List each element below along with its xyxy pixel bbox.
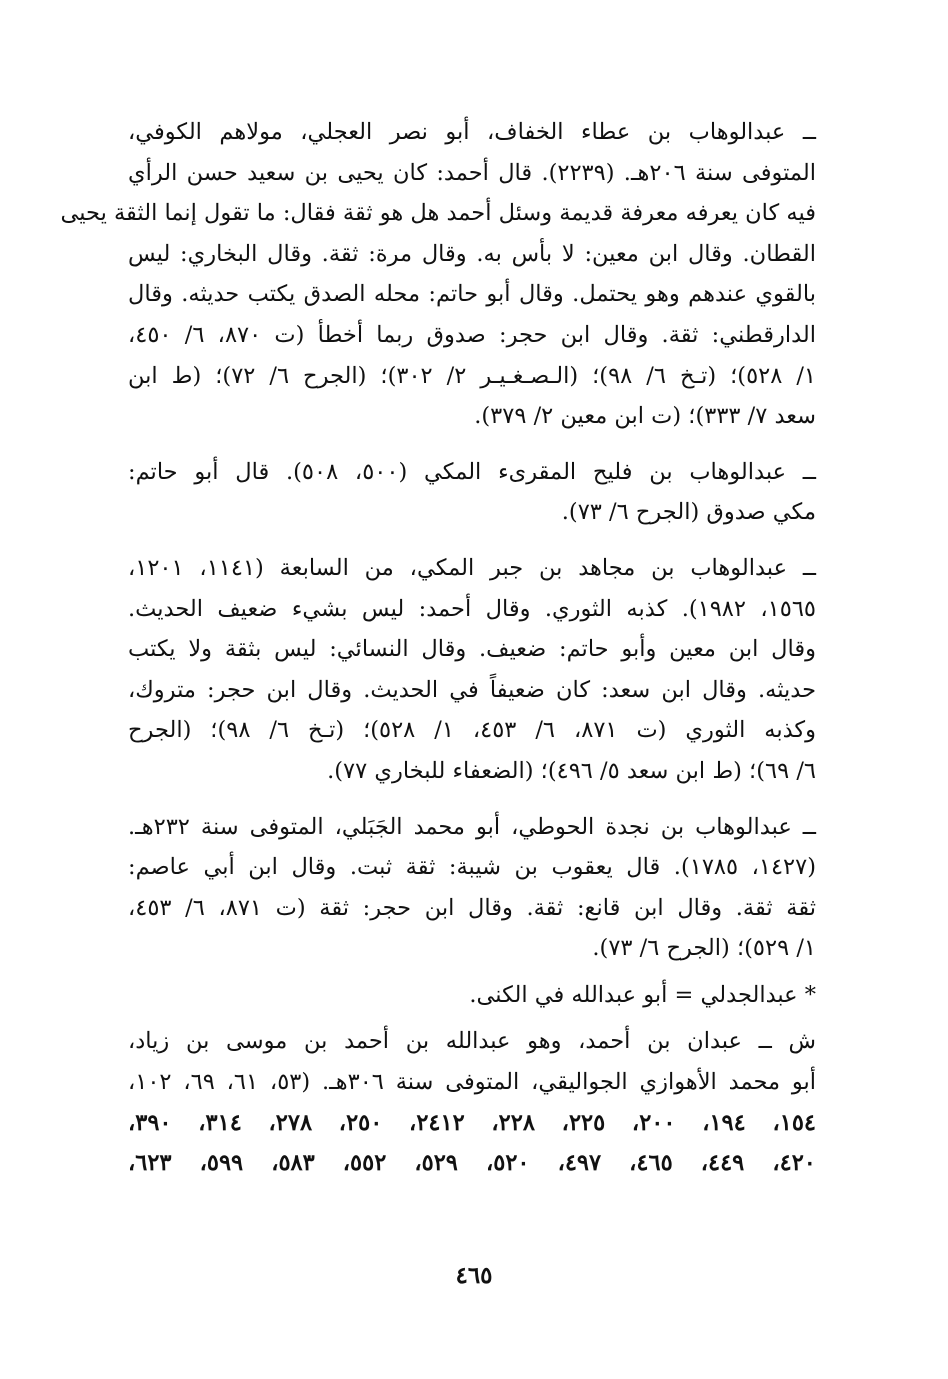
text-line: ــ عبدالوهاب بن عطاء الخفاف، أبو نصر العجلي، مولاهم الكوفي، bbox=[128, 119, 816, 145]
text-line: ٦/ ٦٩)؛ (ط ابن سعد ٥/ ٤٩٦)؛ (الضعفاء للبخاري ٧٧). bbox=[327, 757, 816, 784]
text-line: ثقة ثقة. وقال ابن قانع: ثقة. وقال ابن حجر: ثقة (ت ٨٧١، ٦/ ٤٥٣، bbox=[128, 894, 816, 921]
entry-abdulwahhab-ibn-fulayh bbox=[128, 452, 816, 533]
entry-abdulwahhab-ibn-ata bbox=[60, 112, 817, 437]
page-number: ٤٦٥ bbox=[455, 1262, 493, 1289]
text-line: الدارقطني: ثقة. وقال ابن حجر: صدوق ربما أخطأ (ت ٨٧٠، ٦/ ٤٥٠، bbox=[128, 321, 817, 348]
text-line: (١٤٢٧، ١٧٨٥). قال يعقوب بن شيبة: ثقة ثبت. وقال ابن أبي عاصم: bbox=[128, 854, 817, 881]
text-line: سعد ٧/ ٣٣٣)؛ (ت ابن معين ٢/ ٣٧٩). bbox=[474, 403, 816, 430]
text-line: حديثه. وقال ابن سعد: كان ضعيفاً في الحديث. وقال ابن حجر: متروك، bbox=[128, 676, 816, 703]
text-line: ش ــ عبدان بن أحمد، وهو عبدالله بن أحمد بن موسى بن زياد، bbox=[128, 1028, 816, 1055]
text-line: وكذبه الثوري (ت ٨٧١، ٦/ ٤٥٣، ١/ ٥٢٨)؛ (تـخ ٦/ ٩٨)؛ (الجرح bbox=[128, 717, 817, 744]
text-line: ١٥٦٥، ١٩٨٢). كذبه الثوري. وقال أحمد: ليس بشيء ضعيف الحديث. bbox=[128, 595, 816, 622]
text-line: * عبدالجدلي = أبو عبدالله في الكنى. bbox=[469, 981, 816, 1008]
page-body bbox=[60, 112, 817, 1199]
text-line: بالقوي عندهم وهو يحتمل. وقال أبو حاتم: محله الصدق يكتب حديثه. وقال bbox=[128, 281, 816, 308]
entry-abdulwahhab-ibn-najdah bbox=[128, 807, 816, 969]
text-line: القطان. وقال ابن معين: لا بأس به. وقال مرة: ثقة. وقال البخاري: ليس bbox=[128, 240, 816, 267]
entry-abdulwahhab-ibn-mujahid bbox=[128, 548, 816, 792]
text-line: المتوفى سنة ٢٠٦هـ. (٢٢٣٩). قال أحمد: كان يحيى بن سعيد حسن الرأي bbox=[128, 159, 817, 186]
text-line: فيه كان يعرفه معرفة قديمة وسئل أحمد هل هو ثقة فقال: ما تقول إنما الثقة يحيى bbox=[60, 200, 816, 227]
text-line: ــ عبدالوهاب بن مجاهد بن جبر المكي، من السابعة (١١٤١، ١٢٠١، bbox=[128, 554, 817, 581]
text-line: مكي صدوق (الجرح ٦/ ٧٣). bbox=[561, 499, 816, 526]
text-line: ــ عبدالوهاب بن نجدة الحوطي، أبو محمد الجَبَلي، المتوفى سنة ٢٣٢هـ. bbox=[128, 813, 816, 840]
text-line: ١٥٤، ١٩٤، ٢٠٠، ٢٢٥، ٢٢٨، ٢٤١٢، ٢٥٠، ٢٧٨، ٣١٤، ٣٩٠، bbox=[128, 1109, 816, 1136]
entry-abduljadali-cross-reference bbox=[128, 975, 816, 1016]
text-line: ١/ ٥٢٨)؛ (تـخ ٦/ ٩٨)؛ (الـصـغـيـر ٢/ ٣٠٢)؛ (الجرح ٦/ ٧٢)؛ (ط ابن bbox=[128, 362, 817, 389]
text-line: وقال ابن معين وأبو حاتم: ضعيف. وقال النسائي: ليس بثقة ولا يكتب bbox=[128, 636, 816, 663]
text-line: ــ عبدالوهاب بن فليح المقرىء المكي (٥٠٠، ٥٠٨). قال أبو حاتم: bbox=[128, 458, 816, 485]
text-line: ٤٢٠، ٤٤٩، ٤٦٥، ٤٩٧، ٥٢٠، ٥٢٩، ٥٥٢، ٥٨٣، ٥٩٩، ٦٢٣، bbox=[128, 1150, 816, 1177]
text-line: ١/ ٥٢٩)؛ (الجرح ٦/ ٧٣). bbox=[592, 935, 816, 962]
entry-abdan-ibn-ahmad bbox=[128, 1021, 816, 1183]
text-line: أبو محمد الأهوازي الجواليقي، المتوفى سنة ٣٠٦هـ. (٥٣، ٦١، ٦٩، ١٠٢، bbox=[128, 1069, 817, 1096]
